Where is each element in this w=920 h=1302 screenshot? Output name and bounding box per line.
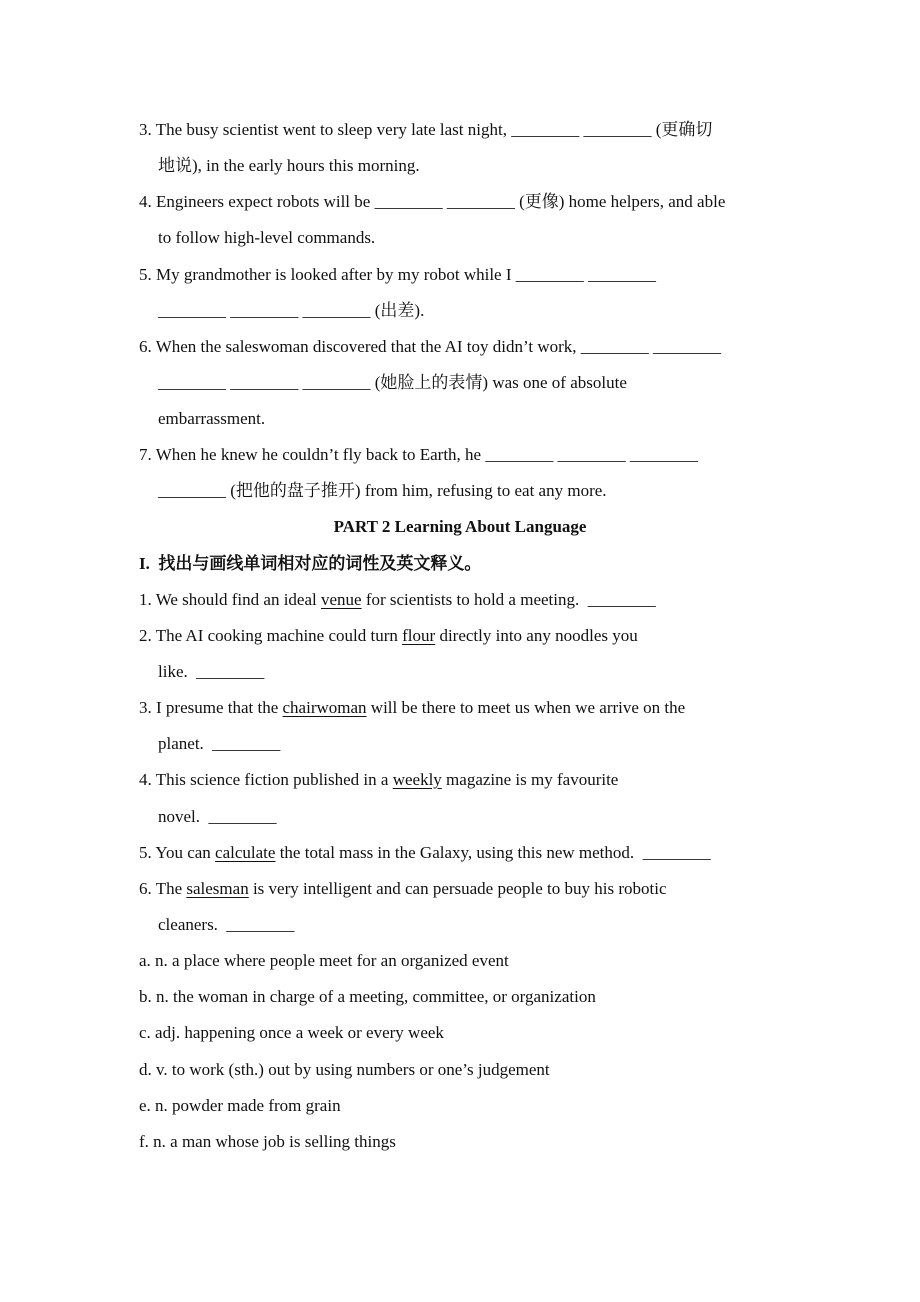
underlined-word: weekly bbox=[392, 770, 442, 789]
question-5 bbox=[139, 842, 711, 864]
option-e: e. n. powder made from grain bbox=[139, 1096, 341, 1115]
question-1 bbox=[139, 589, 656, 611]
question-6 bbox=[139, 878, 667, 900]
item-6-line-2: ________ ________ ________ (她脸上的表情) was one of absolute bbox=[158, 373, 627, 392]
option-d: d. v. to work (sth.) out by using numbers or one’s judgement bbox=[139, 1060, 550, 1079]
item-6-line-1: 6. When the saleswoman discovered that the AI toy didn’t work, ________ ________ bbox=[139, 337, 722, 356]
question-4-continuation: novel. ________ bbox=[158, 807, 277, 826]
option-c: c. adj. happening once a week or every week bbox=[139, 1023, 444, 1042]
item-7-line-1: 7. When he knew he couldn’t fly back to Earth, he ________ ________ ________ bbox=[139, 445, 698, 464]
underlined-word: calculate bbox=[215, 843, 276, 862]
item-3-line-1: 3. The busy scientist went to sleep very late last night, ________ ________ (更确切 bbox=[139, 120, 713, 139]
item-4-line-1: 4. Engineers expect robots will be ________ ________ (更像) home helpers, and able bbox=[139, 192, 726, 211]
question-text: will be there to meet us when we arrive on the bbox=[366, 698, 686, 717]
question-3 bbox=[139, 697, 685, 719]
underlined-word: salesman bbox=[186, 879, 249, 898]
question-text: 3. I presume that the bbox=[139, 698, 283, 717]
question-2 bbox=[139, 625, 638, 647]
question-text: for scientists to hold a meeting. ________ bbox=[361, 590, 656, 609]
option-b: b. n. the woman in charge of a meeting, committee, or organization bbox=[139, 987, 596, 1006]
question-6-continuation: cleaners. ________ bbox=[158, 915, 295, 934]
option-f: f. n. a man whose job is selling things bbox=[139, 1132, 396, 1151]
part2-title: PART 2 Learning About Language bbox=[333, 517, 587, 536]
question-3-continuation: planet. ________ bbox=[158, 734, 281, 753]
question-2-continuation: like. ________ bbox=[158, 662, 265, 681]
item-7-line-2: ________ (把他的盘子推开) from him, refusing to eat any more. bbox=[158, 481, 607, 500]
question-text: 4. This science fiction published in a bbox=[139, 770, 393, 789]
item-5-line-2: ________ ________ ________ (出差). bbox=[158, 301, 425, 320]
underlined-word: chairwoman bbox=[282, 698, 367, 717]
question-text: magazine is my favourite bbox=[441, 770, 619, 789]
question-text: 6. The bbox=[139, 879, 187, 898]
option-a: a. n. a place where people meet for an organized event bbox=[139, 951, 509, 970]
section-instruction: I. 找出与画线单词相对应的词性及英文释义。 bbox=[139, 554, 482, 573]
item-3-line-2: 地说), in the early hours this morning. bbox=[158, 156, 420, 175]
item-4-line-2: to follow high-level commands. bbox=[158, 228, 376, 247]
question-text: the total mass in the Galaxy, using this new method. ________ bbox=[275, 843, 711, 862]
underlined-word: flour bbox=[402, 626, 436, 645]
item-5-line-1: 5. My grandmother is looked after by my robot while I ________ ________ bbox=[139, 265, 657, 284]
underlined-word: venue bbox=[320, 590, 362, 609]
question-text: 2. The AI cooking machine could turn bbox=[139, 626, 403, 645]
item-6-line-3: embarrassment. bbox=[158, 409, 266, 428]
question-4 bbox=[139, 769, 618, 791]
question-text: 1. We should find an ideal bbox=[139, 590, 321, 609]
question-text: directly into any noodles you bbox=[435, 626, 638, 645]
question-text: 5. You can bbox=[139, 843, 216, 862]
question-text: is very intelligent and can persuade people to buy his robotic bbox=[248, 879, 667, 898]
